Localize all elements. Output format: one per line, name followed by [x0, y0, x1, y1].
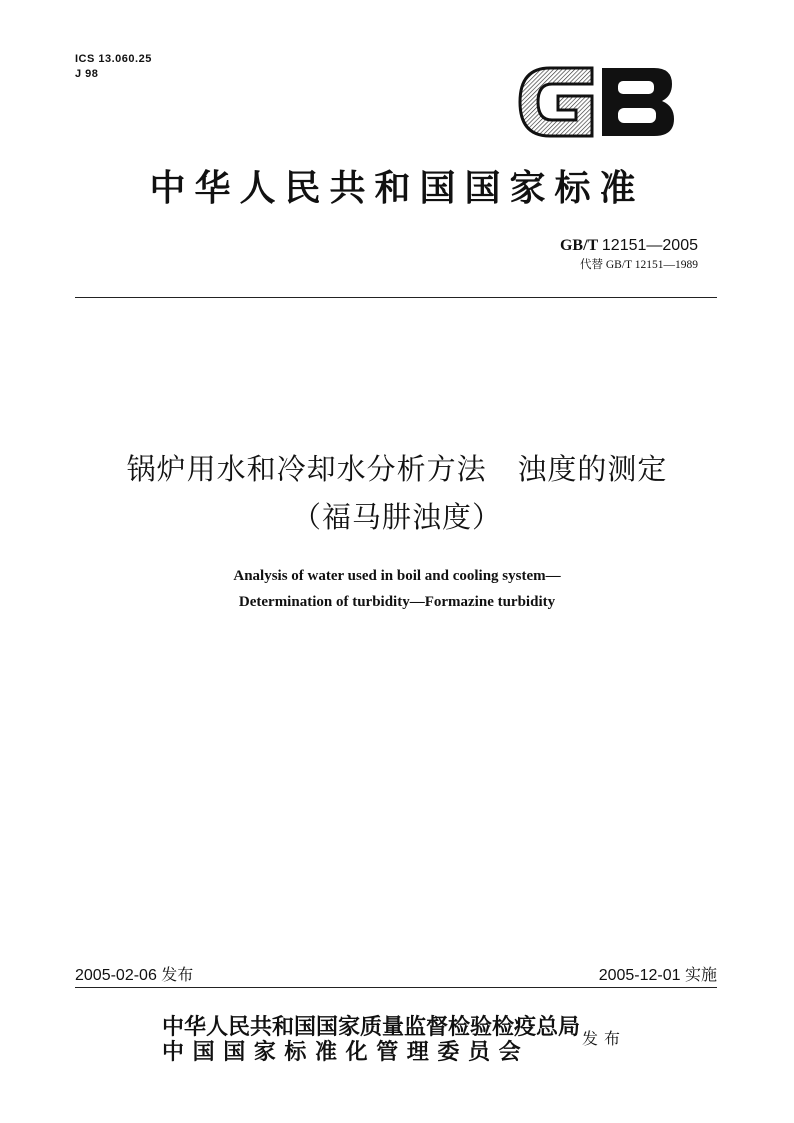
- title-english-line-2: Determination of turbidity—Formazine turbidity: [238, 594, 556, 610]
- standard-number: [560, 237, 698, 255]
- standard-number-prefix: GB/T: [559, 237, 598, 254]
- standard-type-heading: 中华人民共和国国家标准: [149, 167, 645, 209]
- implementation-date: 2005-12-01 实施: [598, 967, 717, 984]
- title-english-line-1: Analysis of water used in boil and cooling system—: [233, 568, 561, 584]
- title-chinese-line-2: （福马肼浊度）: [291, 500, 502, 534]
- bottom-divider: [75, 987, 717, 988]
- issuer-sac: 中国国家标准化管理委员会: [162, 1039, 530, 1065]
- title-chinese-line-1: 锅炉用水和冷却水分析方法 浊度的测定: [126, 452, 668, 486]
- issue-label: 发布: [582, 1029, 627, 1048]
- issuer-aqsiq: 中华人民共和国国家质量监督检验检疫总局: [162, 1014, 581, 1040]
- gb-logo-icon: [518, 62, 676, 142]
- standard-number-value: 12151—2005: [601, 237, 698, 254]
- replaces-standard: 代替 GB/T 12151—1989: [580, 259, 698, 271]
- top-divider: [75, 297, 717, 298]
- issue-date: 2005-02-06 发布: [75, 967, 194, 984]
- ccs-code: J 98: [75, 68, 99, 80]
- ics-code: ICS 13.060.25: [75, 53, 152, 65]
